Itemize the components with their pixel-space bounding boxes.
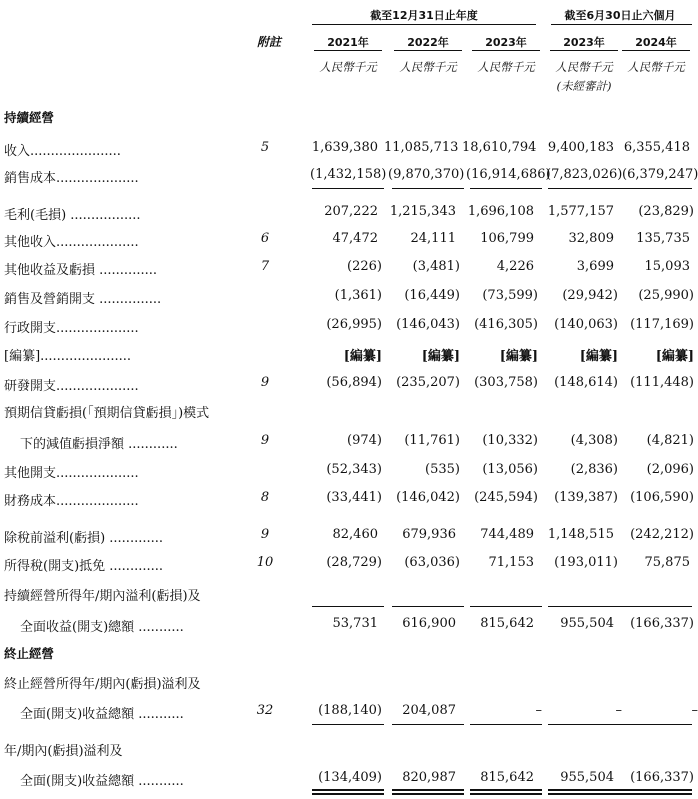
row-value-col-2: 744,489 (480, 527, 534, 542)
subtotal-rule (470, 188, 542, 189)
row-note: 5 (260, 140, 270, 155)
row-value-col-2: 71,153 (488, 555, 534, 570)
row-value-col-0: (1,361) (334, 288, 382, 303)
column-unit-0: 人民幣千元 (319, 60, 377, 74)
row-value-col-1: (11,761) (404, 433, 460, 448)
row-value-col-1: 820,987 (402, 770, 456, 785)
row-value-col-0: 53,731 (332, 616, 378, 631)
row-label: 終止經營所得年/期內(虧損)溢利及 (4, 677, 201, 692)
column-header-4: 2024年 (635, 36, 677, 49)
row-label: 財務成本.................... (4, 494, 139, 509)
row-value-col-3: [編纂] (579, 349, 618, 364)
column-header-rule-0 (314, 50, 382, 51)
column-unit-4: 人民幣千元 (627, 60, 685, 74)
column-header-rule-2 (472, 50, 540, 51)
note-column-header: 附註 (256, 35, 281, 49)
row-value-col-1: 679,936 (402, 527, 456, 542)
column-unit-2: 人民幣千元 (477, 60, 535, 74)
six-months-group-header: 截至6月30日止六個月 (564, 9, 676, 22)
row-value-col-4: – (691, 703, 698, 718)
row-value-col-1: (146,042) (396, 490, 460, 505)
row-value-col-4: (23,829) (638, 204, 694, 219)
row-value-col-3: 1,148,515 (547, 527, 614, 542)
row-value-col-1: 11,085,713 (384, 140, 459, 155)
row-value-col-0: 82,460 (332, 527, 378, 542)
row-label: 其他收益及虧損 .............. (4, 263, 157, 278)
year-end-group-header: 截至12月31日止年度 (370, 9, 478, 22)
row-value-col-0: (974) (347, 433, 382, 448)
row-value-col-1: 616,900 (402, 616, 456, 631)
row-label: [編纂]...................... (4, 349, 132, 364)
row-value-col-1: (3,481) (412, 259, 460, 274)
row-note: 32 (256, 703, 274, 718)
subtotal-rule (548, 724, 620, 725)
row-value-col-3: (2,836) (570, 462, 618, 477)
row-value-col-4: 135,735 (636, 231, 690, 246)
total-double-rule (620, 793, 692, 795)
row-value-col-2: 1,696,108 (467, 204, 534, 219)
row-value-col-4: (166,337) (630, 770, 694, 785)
row-value-col-3: (7,823,026) (546, 167, 623, 182)
row-value-col-0: (226) (347, 259, 382, 274)
column-header-3: 2023年 (563, 36, 605, 49)
row-value-col-4: [編纂] (655, 349, 694, 364)
row-value-col-4: (166,337) (630, 616, 694, 631)
row-label: 研發開支.................... (4, 379, 139, 394)
subtotal-rule (620, 724, 692, 725)
row-value-col-3: 955,504 (560, 770, 614, 785)
row-value-col-1: 24,111 (410, 231, 456, 246)
row-value-col-0: (1,432,158) (310, 167, 387, 182)
row-value-col-4: (111,448) (630, 375, 694, 390)
row-value-col-1: 1,215,343 (389, 204, 456, 219)
row-value-col-3: (29,942) (562, 288, 618, 303)
subtotal-rule (312, 188, 384, 189)
total-double-rule (312, 793, 384, 795)
row-label: 年/期內(虧損)溢利及 (4, 744, 123, 759)
subtotal-rule (392, 724, 464, 725)
total-double-rule (620, 789, 692, 791)
unaudited-note: (未經審計) (556, 79, 612, 93)
row-value-col-3: (193,011) (554, 555, 618, 570)
row-value-col-2: (416,305) (474, 317, 538, 332)
subtotal-rule (620, 606, 692, 607)
row-value-col-3: 1,577,157 (547, 204, 614, 219)
row-value-col-0: (28,729) (326, 555, 382, 570)
row-value-col-2: (10,332) (482, 433, 538, 448)
row-value-col-0: [編纂] (343, 349, 382, 364)
row-value-col-4: (25,990) (638, 288, 694, 303)
row-value-col-2: – (535, 703, 542, 718)
row-value-col-0: (26,995) (326, 317, 382, 332)
row-value-col-3: 955,504 (560, 616, 614, 631)
row-value-col-1: [編纂] (421, 349, 460, 364)
row-value-col-4: 15,093 (644, 259, 690, 274)
row-note: 10 (256, 555, 274, 570)
row-value-col-4: (117,169) (630, 317, 694, 332)
row-value-col-4: (242,212) (630, 527, 694, 542)
row-label: 收入...................... (4, 144, 121, 159)
row-value-col-0: 1,639,380 (311, 140, 378, 155)
total-double-rule (548, 793, 620, 795)
column-header-2: 2023年 (485, 36, 527, 49)
row-value-col-0: (52,343) (326, 462, 382, 477)
column-header-1: 2022年 (407, 36, 449, 49)
row-value-col-3: (139,387) (554, 490, 618, 505)
row-value-col-2: (245,594) (474, 490, 538, 505)
subtotal-rule (392, 188, 464, 189)
subtotal-rule (312, 606, 384, 607)
row-value-col-4: (2,096) (646, 462, 694, 477)
subtotal-rule (548, 606, 620, 607)
row-value-col-2: 4,226 (496, 259, 534, 274)
total-double-rule (312, 789, 384, 791)
subtotal-rule (620, 188, 692, 189)
row-value-col-0: (134,409) (318, 770, 382, 785)
row-note: 9 (260, 433, 270, 448)
row-value-col-3: 9,400,183 (547, 140, 614, 155)
total-double-rule (470, 793, 542, 795)
row-label: 全面收益(開支)總額 ........... (20, 620, 184, 635)
six-months-group-rule (551, 24, 692, 25)
row-value-col-1: (235,207) (396, 375, 460, 390)
subtotal-rule (392, 606, 464, 607)
row-value-col-2: (13,056) (482, 462, 538, 477)
row-value-col-2: (73,599) (482, 288, 538, 303)
row-value-col-0: (56,894) (326, 375, 382, 390)
row-value-col-2: (16,914,686) (466, 167, 551, 182)
row-note: 8 (260, 490, 270, 505)
row-value-col-2: 815,642 (480, 770, 534, 785)
row-value-col-4: 6,355,418 (623, 140, 690, 155)
row-value-col-1: (146,043) (396, 317, 460, 332)
row-value-col-3: (148,614) (554, 375, 618, 390)
row-label: 全面(開支)收益總額 ........... (20, 774, 184, 789)
row-label: 其他開支.................... (4, 466, 139, 481)
row-label: 除稅前溢利(虧損) ............. (4, 531, 163, 546)
row-label: 銷售成本.................... (4, 171, 139, 186)
row-value-col-2: 815,642 (480, 616, 534, 631)
row-value-col-4: (4,821) (646, 433, 694, 448)
row-value-col-1: 204,087 (402, 703, 456, 718)
column-header-0: 2021年 (327, 36, 369, 49)
column-header-rule-4 (622, 50, 690, 51)
row-value-col-3: (4,308) (570, 433, 618, 448)
year-end-group-rule (312, 24, 536, 25)
column-header-rule-1 (394, 50, 462, 51)
row-label: 所得稅(開支)抵免 ............. (4, 559, 163, 574)
row-label: 持續經營所得年/期內溢利(虧損)及 (4, 589, 201, 604)
total-double-rule (392, 789, 464, 791)
continuing-operations-heading: 持續經營 (4, 110, 55, 125)
row-value-col-3: (140,063) (554, 317, 618, 332)
row-value-col-0: (33,441) (326, 490, 382, 505)
subtotal-rule (548, 188, 620, 189)
column-header-rule-3 (550, 50, 618, 51)
row-label: 行政開支.................... (4, 321, 139, 336)
column-unit-3: 人民幣千元 (555, 60, 613, 74)
row-note: 9 (260, 375, 270, 390)
discontinued-operations-heading: 終止經營 (4, 646, 55, 661)
row-value-col-3: 32,809 (568, 231, 614, 246)
row-value-col-2: 106,799 (480, 231, 534, 246)
row-value-col-1: (16,449) (404, 288, 460, 303)
total-double-rule (470, 789, 542, 791)
row-value-col-1: (9,870,370) (388, 167, 465, 182)
row-value-col-0: 207,222 (324, 204, 378, 219)
column-unit-1: 人民幣千元 (399, 60, 457, 74)
row-value-col-4: (6,379,247) (622, 167, 698, 182)
row-value-col-1: (63,036) (404, 555, 460, 570)
row-value-col-3: – (615, 703, 622, 718)
row-note: 9 (260, 527, 270, 542)
row-label: 毛利(毛損) ................. (4, 208, 141, 223)
subtotal-rule (470, 606, 542, 607)
row-value-col-3: 3,699 (576, 259, 614, 274)
row-note: 7 (260, 259, 270, 274)
row-note: 6 (260, 231, 270, 246)
subtotal-rule (312, 724, 384, 725)
row-value-col-2: (303,758) (474, 375, 538, 390)
row-label: 銷售及營銷開支 ............... (4, 292, 162, 307)
total-double-rule (548, 789, 620, 791)
row-label: 全面(開支)收益總額 ........... (20, 707, 184, 722)
row-value-col-2: [編纂] (499, 349, 538, 364)
subtotal-rule (470, 724, 542, 725)
row-label: 下的減值虧損淨額 ............ (20, 437, 178, 452)
row-label: 其他收入.................... (4, 235, 139, 250)
total-double-rule (392, 793, 464, 795)
row-value-col-0: 47,472 (332, 231, 378, 246)
row-value-col-0: (188,140) (318, 703, 382, 718)
row-value-col-4: 75,875 (644, 555, 690, 570)
row-value-col-4: (106,590) (630, 490, 694, 505)
row-label: 預期信貸虧損(「預期信貸虧損」)模式 (4, 406, 210, 421)
row-value-col-2: 18,610,794 (462, 140, 537, 155)
row-value-col-1: (535) (425, 462, 460, 477)
